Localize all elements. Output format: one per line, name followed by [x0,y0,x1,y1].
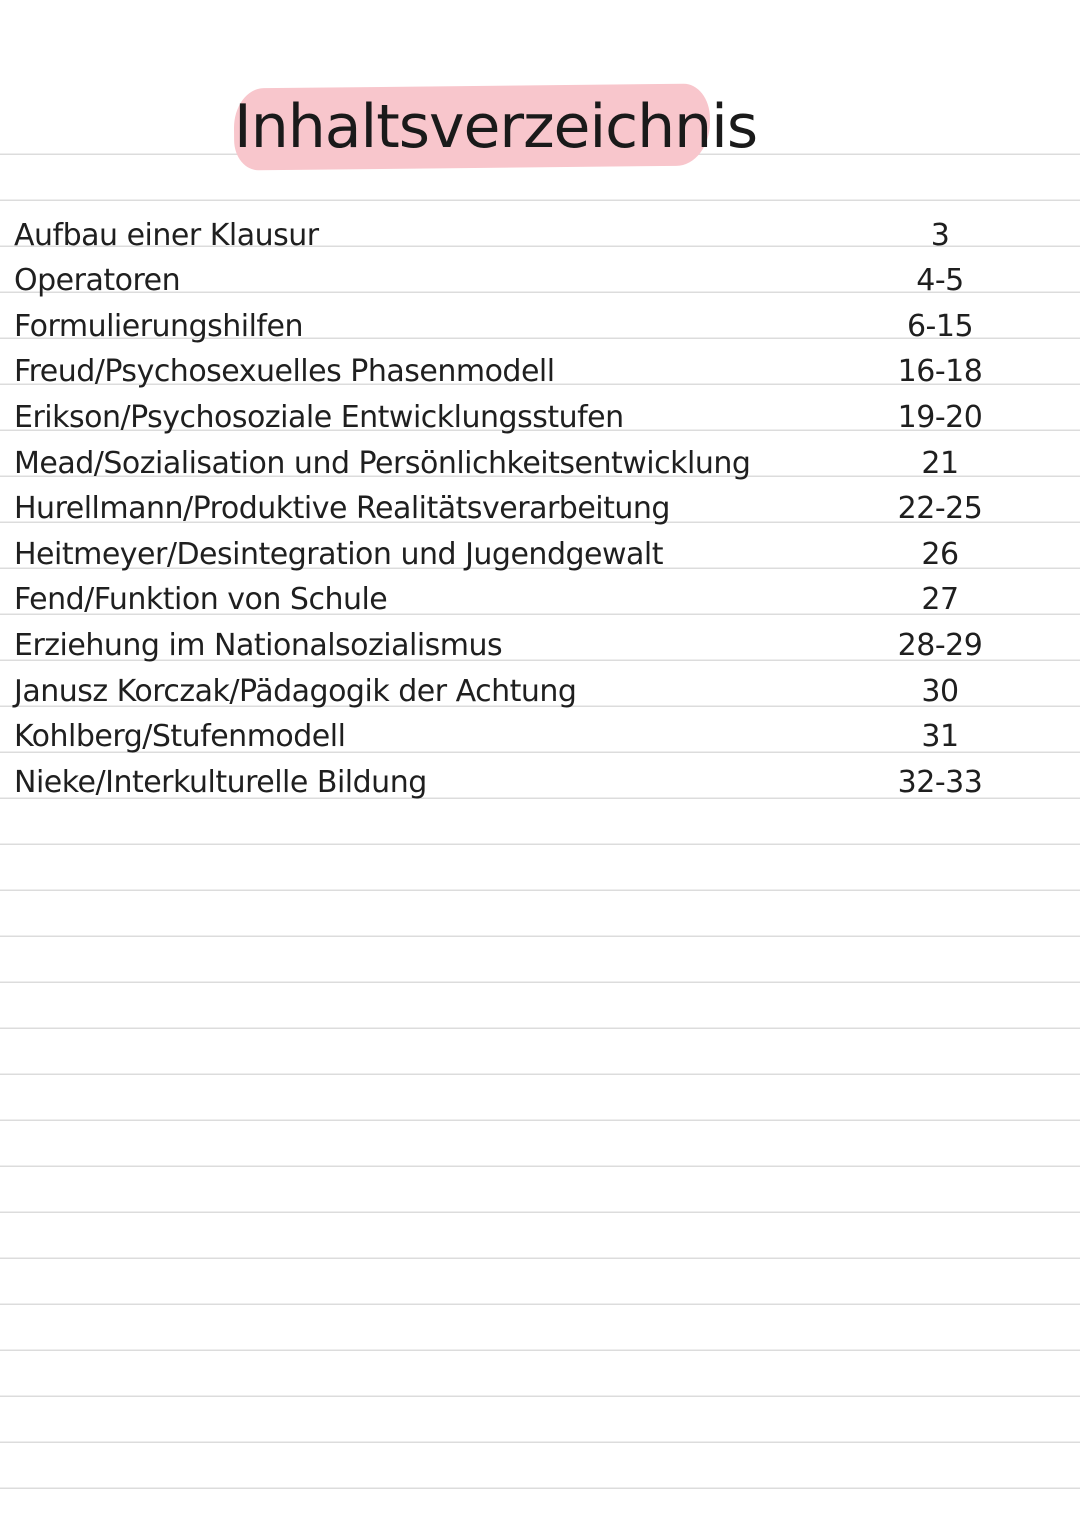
page-title [234,86,758,168]
toc-entry [0,485,1080,531]
table-of-contents [0,211,1080,804]
toc-entry-label: Formulierungshilfen [14,308,303,344]
toc-entry-pages: 32-33 [897,764,983,800]
toc-entry [0,621,1080,667]
toc-entry [0,667,1080,713]
toc-entry [0,393,1080,439]
toc-entry [0,530,1080,576]
toc-entry-pages: 3 [930,217,950,253]
toc-entry-pages: 31 [921,719,959,755]
toc-entry-pages: 28-29 [897,627,983,663]
toc-entry-pages: 21 [921,445,959,481]
toc-entry [0,257,1080,303]
toc-entry-label: Nieke/Interkulturelle Bildung [14,764,427,800]
toc-entry-pages: 19-20 [897,399,983,435]
toc-entry-label: Fend/Funktion von Schule [14,582,388,618]
toc-entry [0,348,1080,394]
toc-entry-pages: 26 [921,536,959,572]
toc-entry-pages: 22-25 [897,491,983,527]
toc-entry [0,302,1080,348]
toc-entry-pages: 4-5 [916,263,964,299]
toc-entry-label: Janusz Korczak/Pädagogik der Achtung [14,673,577,709]
toc-entry-label: Heitmeyer/Desintegration und Jugendgewalt [14,536,664,572]
toc-entry [0,211,1080,257]
toc-entry-label: Aufbau einer Klausur [14,217,319,253]
toc-entry-label: Kohlberg/Stufenmodell [14,719,346,755]
page-title-text: Inhaltsverzeichnis [234,92,758,162]
toc-entry-label: Erikson/Psychosoziale Entwicklungsstufen [14,399,624,435]
toc-entry-pages: 6-15 [906,308,974,344]
toc-entry [0,713,1080,759]
toc-entry-pages: 30 [921,673,959,709]
toc-entry-pages: 27 [921,582,959,618]
toc-entry-label: Erziehung im Nationalsozialismus [14,627,503,663]
toc-entry-pages: 16-18 [897,354,983,390]
toc-entry-label: Freud/Psychosexuelles Phasenmodell [14,354,555,390]
toc-entry-label: Operatoren [14,263,181,299]
toc-entry [0,439,1080,485]
toc-entry-label: Mead/Sozialisation und Persönlichkeitsentwicklung [14,445,751,481]
toc-entry [0,576,1080,622]
toc-entry [0,758,1080,804]
toc-entry-label: Hurellmann/Produktive Realitätsverarbeitung [14,491,670,527]
